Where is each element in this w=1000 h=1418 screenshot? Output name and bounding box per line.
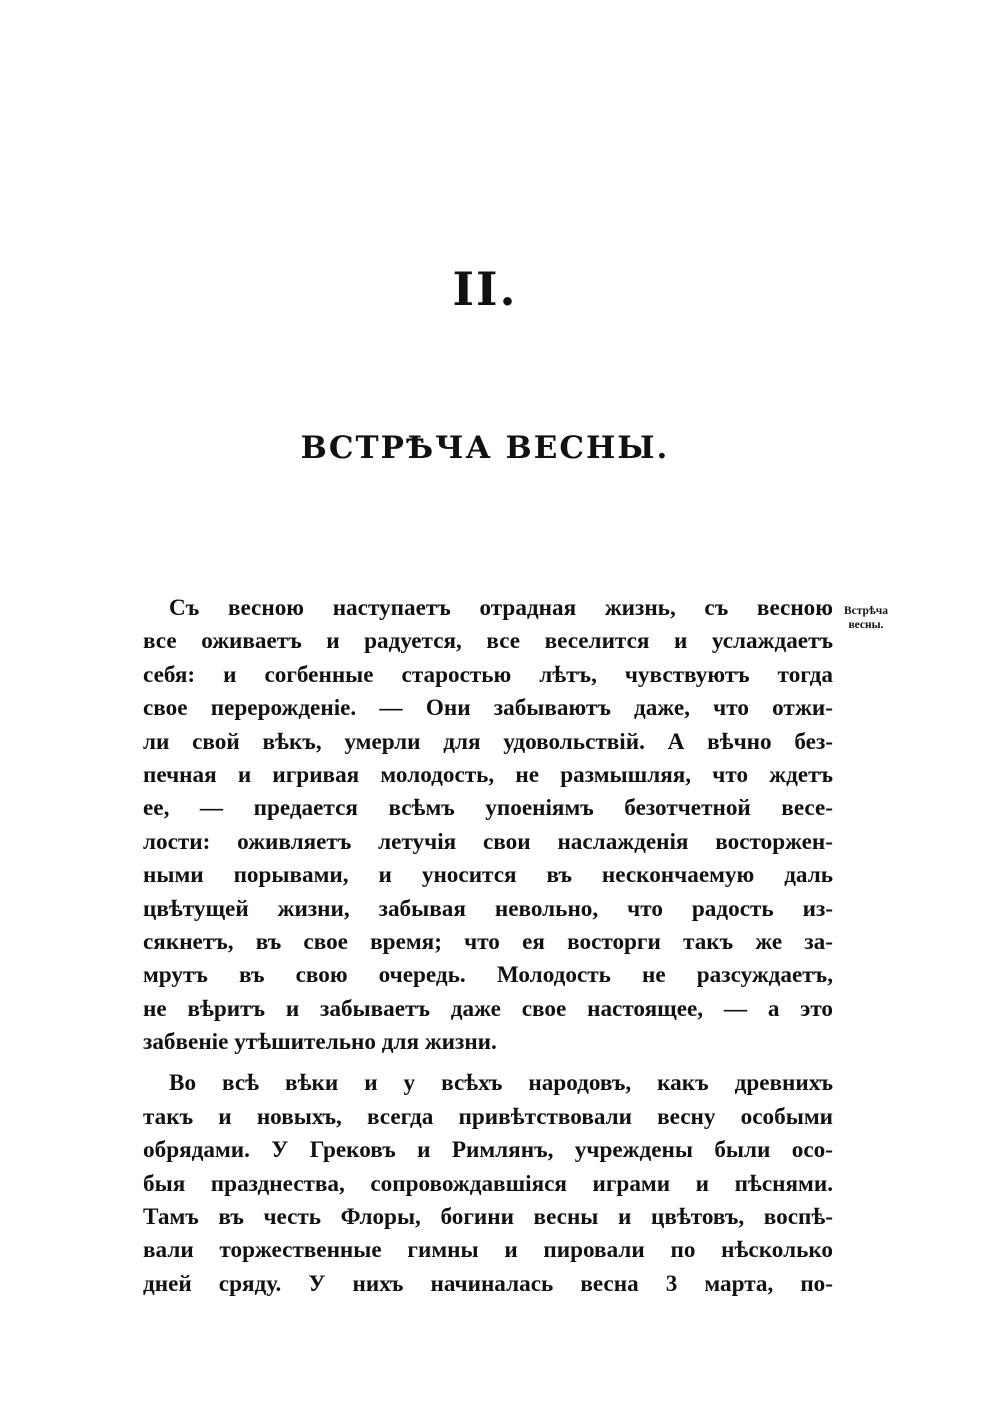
text-line: ли свой вѣкъ, умерли для удовольствій. А вѣчно без- (143, 728, 833, 755)
text-line: мрутъ въ свою очередь. Молодость не разсуждаетъ, (143, 962, 833, 989)
text-line: лости: оживляетъ летучія свои наслажденія восторжен- (143, 828, 833, 855)
text-line: все оживаетъ и радуется, все веселится и услаждаетъ (143, 628, 833, 655)
text-line: Во всѣ вѣки и у всѣхъ народовъ, какъ древнихъ (169, 1070, 833, 1097)
chapter-number: II. (452, 262, 518, 316)
text-line: свое перерожденіе. — Они забываютъ даже, что отжи- (143, 695, 833, 722)
text-line: забвеніе утѣшительно для жизни. (143, 1029, 497, 1056)
text-line: ными порывами, и уносится въ нескончаемую даль (143, 862, 833, 889)
text-line: Тамъ въ честь Флоры, богини весны и цвѣтовъ, воспѣ- (143, 1204, 833, 1231)
text-line: сякнетъ, въ свое время; что ея восторги такъ же за- (143, 928, 833, 955)
text-line: дней сряду. У нихъ начиналась весна 3 марта, по- (143, 1270, 833, 1297)
text-line: ее, — предается всѣмъ упоеніямъ безотчетной весе- (143, 795, 833, 822)
paragraph (143, 592, 833, 1059)
text-line: цвѣтущей жизни, забывая невольно, что радость из- (143, 895, 833, 922)
text-line: такъ и новыхъ, всегда привѣтствовали весну особыми (143, 1103, 833, 1130)
text-line: не вѣритъ и забываетъ даже свое настоящее, — а это (143, 995, 833, 1022)
margin-note-line: Встрѣча (843, 605, 889, 617)
margin-note (836, 604, 896, 632)
text-line: себя: и согбенные старостью лѣтъ, чувствуютъ тогда (143, 661, 833, 688)
margin-note-line: весны. (848, 619, 884, 631)
text-line: Съ весною наступаетъ отрадная жизнь, съ весною (169, 595, 833, 621)
body-text (143, 592, 833, 1301)
text-line: обрядами. У Грековъ и Римлянъ, учреждены были осо- (143, 1137, 833, 1164)
chapter-title: ВСТРѢЧА ВЕСНЫ. (300, 430, 670, 466)
text-line: вали торжественные гимны и пировали по нѣсколько (143, 1237, 833, 1264)
paragraph (143, 1067, 833, 1301)
text-line: быя празднества, сопровождавшіяся играми и пѣснями. (143, 1170, 833, 1197)
text-line: печная и игривая молодость, не размышляя, что ждетъ (143, 761, 833, 788)
